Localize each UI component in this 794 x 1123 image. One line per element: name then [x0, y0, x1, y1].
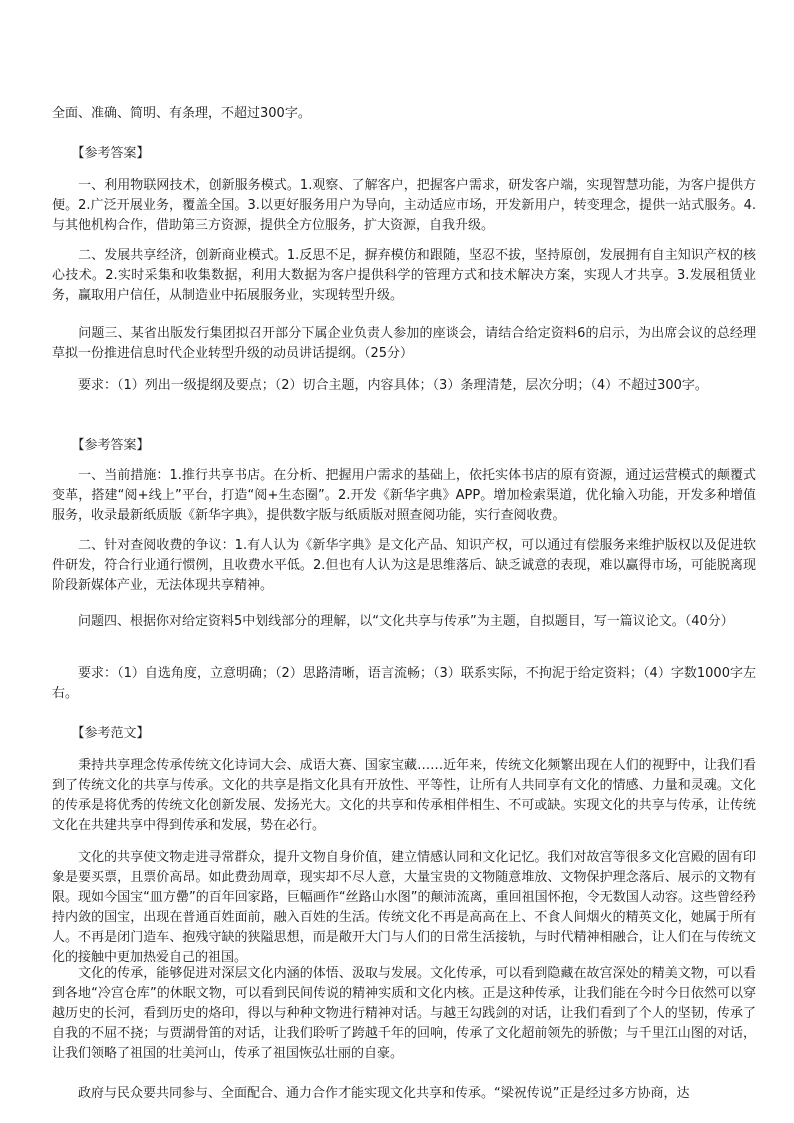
heading-reference-answer-2: 【参考答案】: [52, 146, 150, 161]
para-essay-1: 秉持共享理念传承传统文化诗词大会、成语大赛、国家宝藏……近年来，传统文化频繁出现在人们的视野中，让我们看到了传统文化的共享与传承。文化的共享是指文化具有开放性、平等性，让所有人共同享有文化的情感、力量和灵魂。文化的传承是将优秀的传统文化创新发展、发扬光大。文化的共享和传承相伴相生、不可或缺。实现文化的共享与传承，让传统文化在共建共享中得到传承和发展，势在必行。: [52, 758, 756, 833]
para-question3-requirements: 要求：（1）列出一级提纲及要点；（2）切合主题，内容具体；（3）条理清楚，层次分明；（4）不超过300字。: [52, 378, 708, 393]
para-answer2-point1: 一、利用物联网技术，创新服务模式。1.观察、了解客户，把握客户需求，研发客户端，实现智慧功能，为客户提供方便。2.广泛开展业务，覆盖全国。3.以更好服务用户为导向，主动适应市场，开发新用户，转变理念，提供一站式服务。4.与其他机构合作，借助第三方资源，提供全方位服务，扩大资源，自我升级。: [52, 178, 756, 233]
para-question4: 问题四、根据你对给定资料5中划线部分的理解，以“文化共享与传承”为主题，自拟题目，写一篇议论文。（40分）: [52, 614, 734, 629]
para-answer3-point2: 二、针对查阅收费的争议：1.有人认为《新华字典》是文化产品、知识产权，可以通过有偿服务来维护版权以及促进软件研发，符合行业通行惯例，且收费水平低。2.但也有人认为这是思维落后、缺乏诚意的表现，难以赢得市场，可能脱离现阶段新媒体产业，无法体现共享精神。: [52, 538, 756, 593]
para-essay-3: 文化的传承，能够促进对深层文化内涵的体悟、汲取与发展。文化传承，可以看到隐藏在故宫深处的精美文物，可以看到各地“冷宫仓库”的休眠文物，可以看到民间传说的精神实质和文化内核。正是这种传承，让我们能在今时今日依然可以穿越历史的长河，看到历史的烙印，得以与种种文物进行精神对话。与越王勾践剑的对话，让我们看到了个人的坚韧，传承了自我的不屈不挠；与贾湖骨笛的对话，让我们聆听了跨越千年的回响，传承了文化超前领先的骄傲；与千里江山图的对话，让我们领略了祖国的壮美河山，传承了祖国恢弘壮丽的自豪。: [52, 966, 756, 1061]
heading-reference-essay: 【参考范文】: [52, 726, 150, 741]
para-answer2-point2: 二、发展共享经济，创新商业模式。1.反思不足，摒弃模仿和跟随，坚忍不拔，坚持原创，发展拥有自主知识产权的核心技术。2.实时采集和收集数据，利用大数据为客户提供科学的管理方式和技术解决方案，实现人才共享。3.发展租赁业务，赢取用户信任，从制造业中拓展服务业，实现转型升级。: [52, 248, 756, 303]
para-essay-2: 文化的共享使文物走进寻常群众，提升文物自身价值，建立情感认同和文化记忆。我们对故宫等很多文化宫殿的固有印象是要买票，且票价高昂。如此费劲周章，现实却不尽人意，大量宝贵的文物随意堆放、文物保护理念落后、展示的文物有限。现如今国宝“皿方罍”的百年回家路，巨幅画作“丝路山水图”的颠沛流离，重回祖国怀抱，令无数国人动容。这些曾经矜持内敛的国宝，出现在普通百姓面前，融入百姓的生活。传统文化不再是高高在上、不食人间烟火的精英文化，她属于所有人。不再是闭门造车、抱残守缺的狭隘思想，而是敞开大门与人们的日常生活接轨，与时代精神相融合，让人们在与传统文化的接触中更加热爱自己的祖国。: [52, 850, 756, 965]
para-intro-requirement: 全面、准确、简明、有条理，不超过300字。: [52, 106, 311, 121]
heading-reference-answer-3: 【参考答案】: [52, 438, 150, 453]
para-question3: 问题三、某省出版发行集团拟召开部分下属企业负责人参加的座谈会，请结合给定资料6的启示，为出席会议的总经理草拟一份推进信息时代企业转型升级的动员讲话提纲。（25分）: [52, 326, 756, 361]
para-essay-4: 政府与民众要共同参与、全面配合、通力合作才能实现文化共享和传承。“梁祝传说”正是经过多方协商，达: [52, 1086, 690, 1101]
para-question4-requirements: 要求：（1）自选角度，立意明确；（2）思路清晰，语言流畅；（3）联系实际，不拘泥于给定资料；（4）字数1000字左右。: [52, 666, 756, 701]
para-answer3-point1: 一、当前措施：1.推行共享书店。在分析、把握用户需求的基础上，依托实体书店的原有资源，通过运营模式的颠覆式变革，搭建“阅+线上”平台，打造“阅+生态圈”。2.开发《新华字典》APP。增加检索渠道，优化输入功能，开发多种增值服务，收录最新纸质版《新华字典》，提供数字版与纸质版对照查阅功能，实行查阅收费。: [52, 468, 756, 523]
